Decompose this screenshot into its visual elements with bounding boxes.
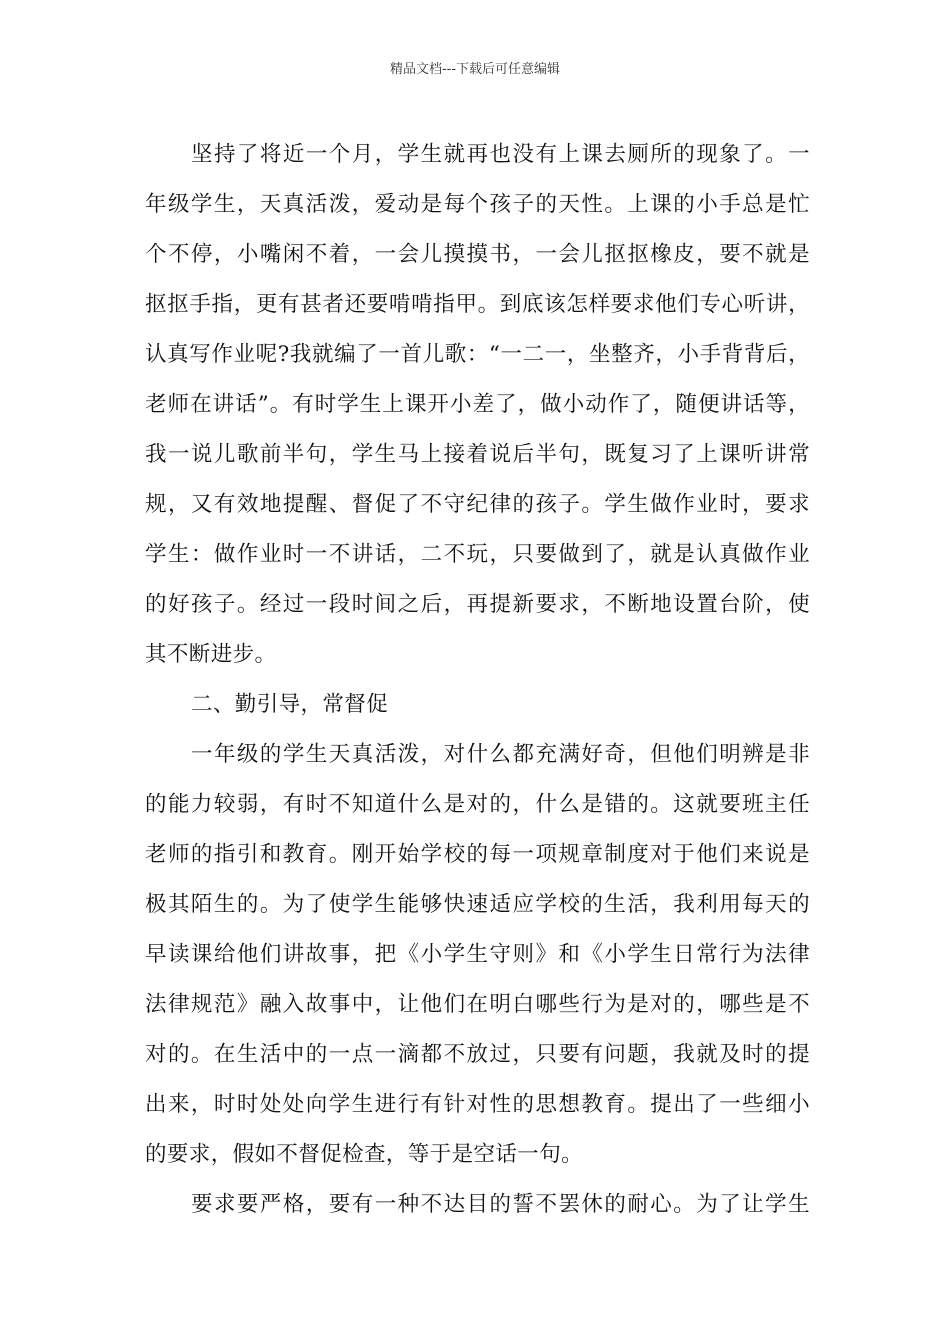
text-line: 法律规范》融入故事中，让他们在明白哪些行为是对的，哪些是不 [145,992,810,1017]
text-line: 规，又有效地提醒、督促了不守纪律的孩子。学生做作业时，要求 [145,492,810,517]
page-header: 精品文档---下载后可任意编辑 [389,62,561,77]
text-line: 的能力较弱，有时不知道什么是对的，什么是错的。这就要班主任 [145,792,810,817]
text-line: 学生：做作业时一不讲话，二不玩，只要做到了，就是认真做作业 [145,542,810,567]
text-line: 老师的指引和教育。刚开始学校的每一项规章制度对于他们来说是 [145,842,810,867]
text-line: 其不断进步。 [145,642,277,667]
text-line: 早读课给他们讲故事，把《小学生守则》和《小学生日常行为法律 [145,942,810,967]
text-line: 极其陌生的。为了使学生能够快速适应学校的生活，我利用每天的 [145,892,810,917]
text-line: 我一说儿歌前半句，学生马上接着说后半句，既复习了上课听讲常 [145,442,810,467]
document-body [145,130,810,1230]
text-line: 要求要严格，要有一种不达目的誓不罢休的耐心。为了让学生 [191,1192,810,1217]
text-line: 二、勤引导，常督促 [191,692,389,717]
text-line: 的要求，假如不督促检查，等于是空话一句。 [145,1142,584,1167]
text-line: 的好孩子。经过一段时间之后，再提新要求，不断地设置台阶，使 [145,592,810,617]
text-line: 坚持了将近一个月，学生就再也没有上课去厕所的现象了。一 [191,142,810,167]
text-line: 个不停，小嘴闲不着，一会儿摸摸书，一会儿抠抠橡皮，要不就是 [145,242,810,267]
text-line: 认真写作业呢?我就编了一首儿歌：“一二一，坐整齐，小手背背后， [145,342,810,367]
text-line: 抠抠手指，更有甚者还要啃啃指甲。到底该怎样要求他们专心听讲， [145,292,810,317]
text-line: 出来，时时处处向学生进行有针对性的思想教育。提出了一些细小 [145,1092,810,1117]
text-line: 对的。在生活中的一点一滴都不放过，只要有问题，我就及时的提 [145,1042,810,1067]
text-line: 老师在讲话”。有时学生上课开小差了，做小动作了，随便讲话等， [145,392,810,417]
text-line: 年级学生，天真活泼，爱动是每个孩子的天性。上课的小手总是忙 [145,192,810,217]
text-line: 一年级的学生天真活泼，对什么都充满好奇，但他们明辨是非 [191,742,810,767]
